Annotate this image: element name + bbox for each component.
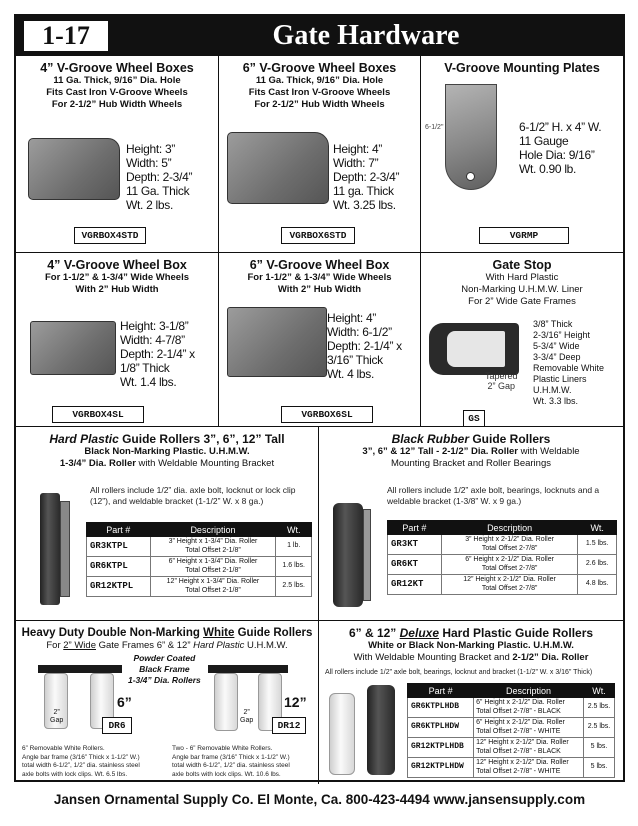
- product-subtitle: For 1-1/2” & 1-3/4” Wide Wheels: [247, 272, 392, 283]
- tapered-line: Tapered: [485, 371, 518, 381]
- product-specs: [126, 142, 192, 212]
- col-header: Description: [441, 521, 578, 535]
- title-rest: Guide Rollers: [469, 432, 551, 446]
- hard-plastic-rollers: [16, 427, 319, 621]
- desc-line: Total Offset 2-7/8” - BLACK: [476, 747, 561, 755]
- section-title: [16, 432, 318, 446]
- desc-line: total width 6-1/2”, 1/2” dia. stainless steel: [22, 762, 140, 769]
- gap-line: 2”: [53, 709, 60, 716]
- desc-cell: [441, 575, 578, 595]
- footer-contact: Jansen Ornamental Supply Co. El Monte, Ca. 800-423-4494 www.jansensupply.com: [53, 792, 586, 807]
- desc-cell: [474, 758, 584, 778]
- desc-line: Total Offset 2-7/8” - WHITE: [476, 727, 561, 735]
- title-underline: White: [203, 627, 235, 639]
- gap-line: Gap: [240, 717, 254, 724]
- subtitle-rest: with Weldable: [517, 446, 580, 457]
- desc-cell: [441, 555, 578, 575]
- spec-line: Height: 4”: [327, 311, 377, 325]
- part-cell: GR6KT: [388, 555, 442, 575]
- table-row: [408, 738, 615, 758]
- spec-line: 1/8” Thick: [120, 361, 170, 375]
- spec-line: Plastic Liners: [533, 374, 587, 384]
- title-emphasis: Hard Plastic: [49, 432, 119, 446]
- title-part: Hard Plastic Guide Rollers: [439, 626, 594, 640]
- part-cell: GR3KT: [388, 535, 442, 555]
- spec-line: 5-3/4” Wide: [533, 341, 580, 351]
- tapered-line: 2” Gap: [487, 381, 516, 391]
- part-cell: GR12KT: [388, 575, 442, 595]
- section-subtitle: [16, 640, 318, 652]
- desc-line: Two - 6” Removable White Rollers.: [172, 745, 273, 752]
- header-bar: [16, 16, 623, 56]
- section-subtitle: [319, 446, 623, 458]
- spec-line: Depth: 2-1/4” x: [120, 347, 195, 361]
- frame-line: 1-3/4” Dia. Rollers: [128, 675, 201, 685]
- part-number: VGRBOX6STD: [281, 227, 355, 244]
- desc-line: Total Offset 2-7/8”: [481, 564, 538, 572]
- section-subtitle: [16, 458, 318, 470]
- desc-line: Total Offset 2-1/8”: [185, 586, 241, 594]
- part-cell: GR12KTPLHDB: [408, 738, 474, 758]
- desc-cell: [150, 557, 276, 577]
- desc-line: 3” Height x 2-1/2” Dia. Roller: [465, 536, 554, 543]
- sub-part: U.H.M.W.: [244, 640, 288, 651]
- plate-hole: [466, 172, 475, 181]
- deluxe-table: [407, 683, 615, 778]
- section-subtitle: [319, 652, 623, 664]
- col-header: Wt.: [276, 523, 312, 537]
- spec-line: Wt. 4 lbs.: [327, 367, 375, 381]
- subtitle-rest: with Weldable Mounting Bracket: [135, 458, 275, 469]
- section-title: [16, 626, 318, 640]
- wheel-box-image: [28, 138, 120, 200]
- page-number: 1-17: [24, 21, 108, 51]
- product-mounting-plate: [421, 56, 623, 253]
- product-subtitle: With 2” Hub Width: [277, 284, 362, 295]
- product-specs: [519, 120, 601, 176]
- sub-italic: Hard Plastic: [193, 640, 245, 651]
- roller-image: [214, 673, 238, 731]
- subtitle-bold: 1-3/4” Dia. Roller: [59, 458, 136, 469]
- heavy-duty-double-rollers: [16, 621, 319, 784]
- col-header: Wt.: [578, 521, 617, 535]
- table-row: [408, 758, 615, 778]
- spec-line: Width: 6-1/2”: [327, 325, 392, 339]
- part-cell: GR6KTPLHDW: [408, 718, 474, 738]
- spec-line: Height: 3-1/8”: [120, 319, 189, 333]
- product-gate-stop: [421, 253, 623, 427]
- spec-line: Height: 4”: [333, 142, 383, 156]
- title-emphasis: Black Rubber: [391, 432, 469, 446]
- product-subtitle: With Hard Plastic: [485, 272, 559, 283]
- desc-cell: [441, 535, 578, 555]
- product-title: 6” V-Groove Wheel Boxes: [242, 61, 397, 75]
- table-row: [87, 537, 312, 557]
- part-cell: GR12KTPLHDW: [408, 758, 474, 778]
- sub-bold: 2-1/2” Dia. Roller: [512, 652, 589, 663]
- desc-cell: [474, 738, 584, 758]
- deluxe-guide-rollers: [319, 621, 623, 784]
- spec-line: Depth: 2-1/4” x: [327, 339, 402, 353]
- size-label: 6”: [117, 694, 132, 710]
- spec-line: 11 Ga. Thick: [126, 184, 190, 198]
- col-header: Description: [474, 684, 584, 698]
- desc-cell: [474, 718, 584, 738]
- product-subtitle: For 2” Wide Gate Frames: [468, 296, 576, 307]
- gap-line: Gap: [50, 717, 64, 724]
- sub-underline: 2” Wide: [63, 640, 96, 651]
- product-subtitle: Fits Cast Iron V-Groove Wheels: [46, 87, 188, 98]
- desc-cell: [474, 698, 584, 718]
- desc-line: 12” Height x 2-1/2” Dia. Roller: [476, 739, 569, 746]
- desc-line: total width 6-1/2”, 1/2” dia. stainless steel: [172, 762, 290, 769]
- part-number: VGRBOX4SL: [52, 406, 144, 423]
- wt-cell: 4.8 lbs.: [578, 575, 617, 595]
- product-title: Gate Stop: [492, 258, 552, 272]
- part-cell: GR12KTPL: [87, 577, 151, 597]
- wt-cell: 2.5 lbs.: [583, 718, 614, 738]
- desc-line: axle bolts with lock clips. Wt. 6.5 lbs.: [22, 770, 128, 778]
- spec-line: Wt. 3.25 lbs.: [333, 198, 396, 212]
- table-row: [388, 555, 617, 575]
- desc-line: axle bolts with lock clips. Wt. 10.6 lbs.: [172, 770, 281, 778]
- col-header: Part #: [408, 684, 474, 698]
- wt-cell: 2.5 lbs.: [583, 698, 614, 718]
- table-row: [408, 718, 615, 738]
- title-rest: Guide Rollers 3”, 6”, 12” Tall: [118, 432, 285, 446]
- black-roller-image: [367, 685, 395, 775]
- product-title: 6” V-Groove Wheel Box: [249, 258, 390, 272]
- gap-line: 2”: [243, 709, 250, 716]
- size-label: 12”: [284, 694, 307, 710]
- subtitle-bold: 3”, 6” & 12” Tall - 2-1/2” Dia. Roller: [362, 446, 518, 457]
- section-subtitle: Mounting Bracket and Roller Bearings: [390, 458, 551, 469]
- desc-line: 12” Height x 2-1/2” Dia. Roller: [476, 759, 569, 766]
- table-row: [87, 577, 312, 597]
- section-subtitle: White or Black Non-Marking Plastic. U.H.M.W.: [368, 640, 574, 651]
- tapered-label: [485, 371, 518, 391]
- part-number: DR6: [102, 717, 132, 734]
- table-row: [388, 535, 617, 555]
- desc-cell: [150, 577, 276, 597]
- product-6in-wheel-box-sl: [219, 253, 421, 427]
- part-number: VGRMP: [479, 227, 569, 244]
- wt-cell: 1.6 lbs.: [276, 557, 312, 577]
- spec-line: Height: 3”: [126, 142, 176, 156]
- dr12-description: [172, 745, 290, 779]
- wt-cell: 2.6 lbs.: [578, 555, 617, 575]
- section-subtitle: Black Non-Marking Plastic. U.H.M.W.: [84, 446, 250, 457]
- desc-line: 6” Height x 2-1/2” Dia. Roller: [476, 719, 565, 726]
- desc-line: 6” Height x 2-1/2” Dia. Roller: [476, 699, 565, 706]
- sub-part: With Weldable Mounting Bracket and: [353, 652, 513, 663]
- frame-image: [38, 665, 122, 673]
- desc-line: 6” Removable White Rollers.: [22, 745, 105, 752]
- spec-line: Wt. 2 lbs.: [126, 198, 174, 212]
- spec-line: Wt. 0.90 lb.: [519, 162, 577, 176]
- title-part: 6” & 12”: [348, 626, 400, 640]
- wheel-box-image: [30, 321, 116, 375]
- spec-line: Depth: 2-3/4”: [333, 170, 400, 184]
- spec-line: 3/16” Thick: [327, 353, 383, 367]
- product-6in-wheel-box: [219, 56, 421, 253]
- col-header: Description: [150, 523, 276, 537]
- desc-cell: [150, 537, 276, 557]
- product-subtitle: 11 Ga. Thick, 9/16” Dia. Hole: [53, 75, 181, 86]
- product-subtitle: Non-Marking U.H.M.W. Liner: [461, 284, 583, 295]
- frame-line: Black Frame: [139, 664, 190, 674]
- desc-line: Angle bar frame (3/16” Thick x 1-1/2” W.): [172, 753, 290, 761]
- spec-line: Wt. 1.4 lbs.: [120, 375, 177, 389]
- spec-line: 6-1/2” H. x 4” W.: [519, 120, 602, 134]
- spec-line: Width: 7”: [333, 156, 379, 170]
- spec-line: 11 ga. Thick: [333, 184, 394, 198]
- product-subtitle: For 2-1/2” Hub Width Wheels: [254, 99, 385, 110]
- desc-line: Total Offset 2-1/8”: [185, 546, 241, 554]
- spec-line: Width: 5”: [126, 156, 172, 170]
- part-cell: GR6KTPLHDB: [408, 698, 474, 718]
- product-subtitle: For 2-1/2” Hub Width Wheels: [51, 99, 183, 110]
- roller-image: [40, 493, 60, 605]
- spec-line: 11 Gauge: [519, 134, 569, 148]
- dr6-description: [22, 745, 140, 779]
- hard-plastic-table: [86, 522, 312, 597]
- desc-line: 6” Height x 2-1/2” Dia. Roller: [465, 556, 554, 563]
- plate-dimension: 6-1/2": [425, 124, 444, 131]
- product-specs: [333, 142, 399, 212]
- black-rubber-table: [387, 520, 617, 595]
- desc-line: 12” Height x 1-3/4” Dia. Roller: [166, 578, 260, 585]
- white-roller-image: [329, 693, 355, 775]
- col-header: Part #: [388, 521, 442, 535]
- product-subtitle: Fits Cast Iron V-Groove Wheels: [248, 87, 391, 98]
- product-title: 4” V-Groove Wheel Boxes: [40, 61, 194, 75]
- page-title: Gate Hardware: [272, 20, 460, 51]
- wheel-box-image: [227, 307, 327, 377]
- part-number: DR12: [272, 717, 306, 734]
- product-title: 4” V-Groove Wheel Box: [47, 258, 187, 272]
- spec-line: Wt. 3.3 lbs.: [533, 396, 579, 406]
- rollers-note: All rollers include 1/2” dia. axle bolt, locknut or lock clip (12”), and weldable bracket (1-1/2” W. x 8 ga.): [90, 485, 296, 506]
- desc-line: Angle bar frame (3/16” Thick x 1-1/2” W.): [22, 753, 140, 761]
- frame-label: [128, 653, 201, 686]
- table-row: [408, 698, 615, 718]
- product-title: V-Groove Mounting Plates: [444, 61, 600, 75]
- section-title: [319, 626, 623, 640]
- desc-line: Total Offset 2-7/8”: [481, 544, 538, 552]
- product-specs: [327, 311, 402, 381]
- desc-line: 3” Height x 1-3/4” Dia. Roller: [168, 538, 258, 545]
- frame-image: [208, 665, 288, 673]
- wt-cell: 5 lbs.: [583, 758, 614, 778]
- frame-line: Powder Coated: [133, 653, 196, 663]
- wheel-box-image: [227, 132, 329, 204]
- roller-image: [333, 503, 363, 607]
- product-4in-wheel-box-sl: [16, 253, 219, 427]
- gate-stop-liner: [447, 331, 505, 367]
- spec-line: Depth: 2-3/4”: [126, 170, 193, 184]
- rollers-note: All rollers include 1/2” axle bolt, bearings, locknuts and a weldable bracket (1-3/8” W. x 9 ga.): [387, 485, 600, 506]
- desc-line: 12” Height x 2-1/2” Dia. Roller: [463, 576, 556, 583]
- part-number: VGRBOX6SL: [281, 406, 373, 423]
- desc-line: Total Offset 2-7/8” - BLACK: [476, 707, 561, 715]
- desc-line: Total Offset 2-1/8”: [185, 566, 241, 574]
- product-subtitle: For 1-1/2” & 1-3/4” Wide Wheels: [44, 272, 190, 283]
- product-subtitle: With 2” Hub Width: [75, 284, 159, 295]
- wt-cell: 1.5 lbs.: [578, 535, 617, 555]
- title-part: Heavy Duty Double Non-Marking: [21, 627, 204, 639]
- roller-bracket: [363, 509, 371, 601]
- col-header: Wt.: [583, 684, 614, 698]
- part-number: GS: [463, 410, 485, 427]
- wt-cell: 5 lbs.: [583, 738, 614, 758]
- spec-line: Removable White: [533, 363, 605, 373]
- desc-line: Total Offset 2-7/8”: [481, 584, 538, 592]
- roller-bracket: [60, 501, 70, 597]
- spec-line: Hole Dia: 9/16”: [519, 148, 595, 162]
- black-rubber-rollers: [319, 427, 623, 621]
- part-number: VGRBOX4STD: [74, 227, 146, 244]
- title-part: Guide Rollers: [234, 627, 313, 639]
- spec-line: 3/8” Thick: [533, 319, 573, 329]
- product-subtitle: 11 Ga. Thick, 9/16” Dia. Hole: [255, 75, 384, 86]
- spec-line: 2-3/16” Height: [533, 330, 591, 340]
- wt-cell: 2.5 lbs.: [276, 577, 312, 597]
- spec-line: U.H.M.W.: [533, 385, 572, 395]
- sub-part: Gate Frames 6” & 12”: [95, 640, 194, 651]
- desc-line: Total Offset 2-7/8” - WHITE: [476, 767, 561, 775]
- gap-label: [240, 709, 253, 725]
- catalog-page: [14, 14, 625, 782]
- table-row: [87, 557, 312, 577]
- wt-cell: 1 lb.: [276, 537, 312, 557]
- product-specs: [120, 319, 195, 389]
- product-4in-wheel-box: [16, 56, 219, 253]
- sub-part: For: [46, 640, 64, 651]
- part-cell: GR6KTPL: [87, 557, 151, 577]
- section-title: [319, 432, 623, 446]
- desc-line: 6” Height x 1-3/4” Dia. Roller: [168, 558, 258, 565]
- rollers-note: All rollers include 1/2” axle bolt, bearings, locknut and bracket (1-1/2” W. x 3/16” Thick): [325, 669, 593, 676]
- col-header: Part #: [87, 523, 151, 537]
- spec-line: Width: 4-7/8”: [120, 333, 185, 347]
- gap-label: [50, 709, 63, 725]
- product-specs: [533, 319, 604, 407]
- title-emphasis: Deluxe: [399, 626, 439, 640]
- spec-line: 3-3/4” Deep: [533, 352, 581, 362]
- part-cell: GR3KTPL: [87, 537, 151, 557]
- table-row: [388, 575, 617, 595]
